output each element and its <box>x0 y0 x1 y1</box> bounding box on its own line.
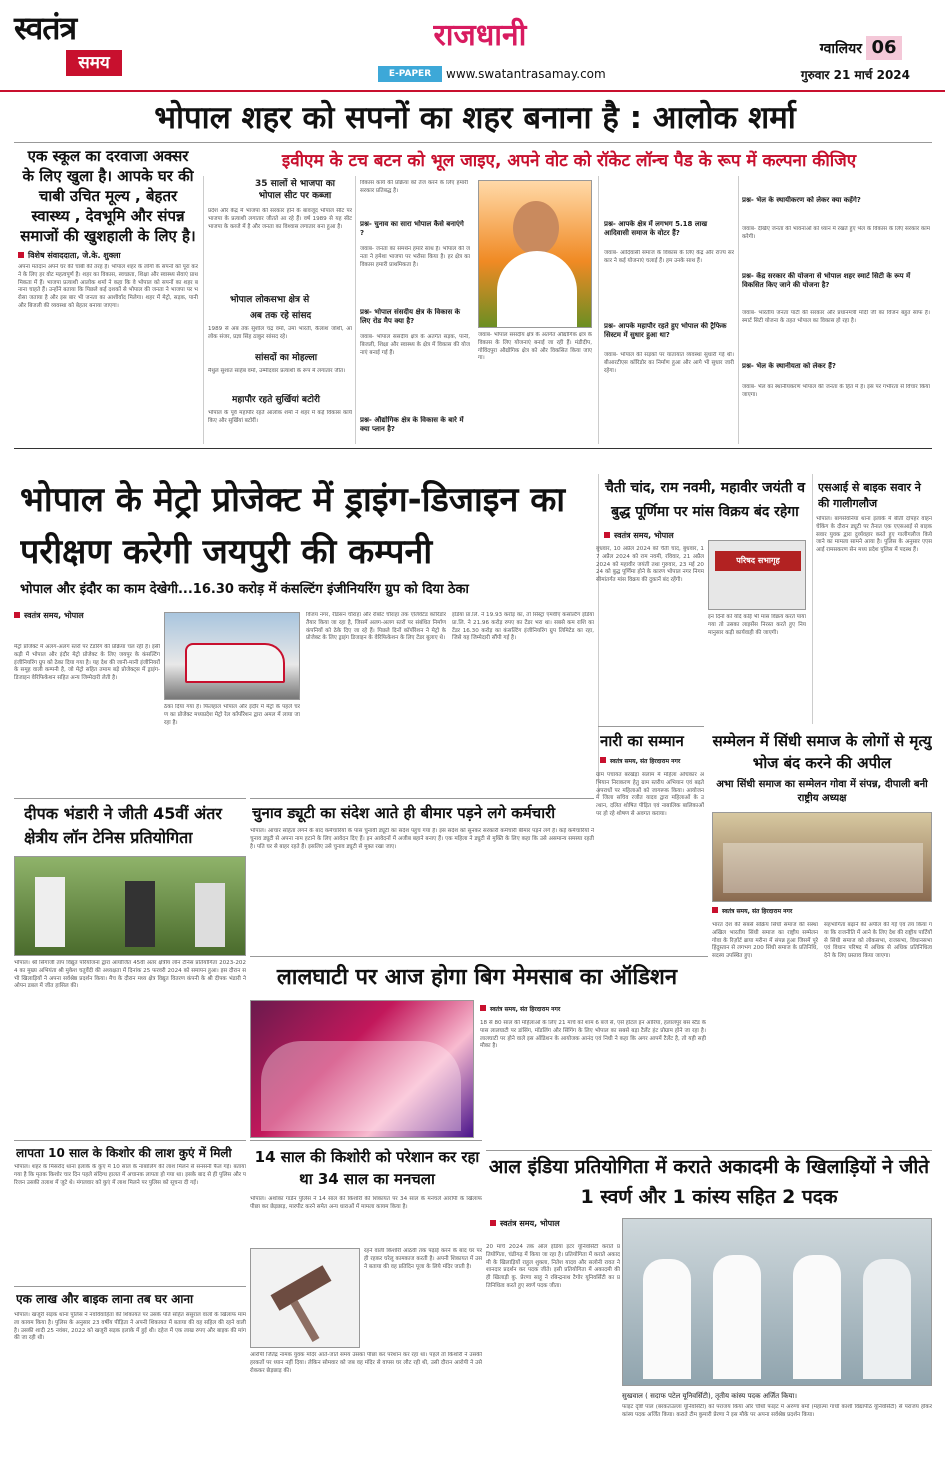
si-body: भोपाल। बागसेवनिया थाना इलाके में बीती दोपहर वाहन चेकिंग के दौरान ड्यूटी पर तैनात एक एएसआई से बाइक सवार युवक द्वारा दुर्व्यवहार करते हुए गालीगलौज किये जाने का मामला सामने आया है। पुलिस के अनुसार एएसआई रामसकरण सेन मध्य प्रदेश पुलिस में पदस्थ हैं। <box>816 516 932 554</box>
top-story-quote: एक स्कूल का दरवाजा अक्सर के लिए खुला है। आपके घर की चाबी उचित मूल्य , बेहतर स्वास्थ्य , देवभूमि और संपन्न समाजों की खुशहाली के लिए है। <box>20 147 196 245</box>
person3-shape <box>195 883 225 947</box>
karate-photo <box>622 1218 932 1386</box>
metro-body-col2: ठेका दिया गया है। फिलहाल भोपाल और इंदौर में मेट्रो के पहले चरण का प्रोजेक्ट मध्यप्रदेश मेट्रो रेल कॉर्पोरेशन द्वारा अमल में लाया जा रहा है। <box>164 704 300 726</box>
bike-headline[interactable]: एक लाख और बाइक लाना तब घर आना <box>16 1292 194 1306</box>
metro-body-col1: मेट्रो प्रोजेक्ट में अलग-अलग स्तरों पर टेंडरिंग की प्रक्रिया चल रही है। इसी कड़ी में भोपाल और इंदौर मेट्रो प्रोजेक्ट के लिए जयपुर के कंसल्टिंग इंजीनियरिंग ग्रुप को ठेका दिया गया है। यह देश की जानी-मानी इंजीनियरों के समूह वाली कम्पनी है, जो मेट्रो सहित तमाम बड़े प्रोजेक्ट्स में ड्राइंग-डिजाइन वेरिफिकेशन सहित अन्य जिम्मेदारी लेती है। <box>14 644 160 682</box>
election-duty-headline[interactable]: चुनाव ड्यूटी का संदेश आते ही बीमार पड़ने लगे कर्मचारी <box>252 804 556 822</box>
candidate-photo <box>478 180 592 328</box>
meat-ban-photo <box>708 540 806 610</box>
athlete3-shape <box>793 1255 841 1379</box>
masthead <box>0 0 945 92</box>
bike-body: भोपाल। खजूरी सड़क थाना पुलिस ने नवविवाहिता की शिकायत पर उसके पति सहित ससुराल वालों के खिलाफ मामला कायम किया है। पुलिस के अनुसार 23 वर्षीय पीड़िता ने अपनी शिकायत में बताया की वह सहिल की रहने वाली है। उसकी शादी 25 नवंबर, 2022 को खजूरी सड़क इलाके में हुई थी। दहेज में एक लाख रुपए और बाइक की मांग की जा रही थी। <box>14 1312 246 1342</box>
epaper-badge[interactable]: E-PAPER <box>378 66 442 82</box>
nari-body: ग्राम पंचायत बरखेड़ा सलाम में महिला अधिकार अभियान निराकरण हेतु ग्राम स्तरीय अभियान एवं बढ़ते अपराधों पर महिलाओं को जागरूक किया। आयोजन में जिला सचिव रजौत यादव द्वारा महिलाओं के उत्थान, दलित शोषित पीड़ित एवं नाबालिक बालिकाओं पर हो रहे शोषण से अवगत कराया। <box>596 772 704 817</box>
a1: जवाब- जनता का समर्थन हमारे साथ है। भोपाल की जनता ने हमेशा भाजपा पर भरोसा किया है। हर क्षेत्र का विकास हमारी प्राथमिकता है। <box>360 246 470 268</box>
col2-sub3: सांसदों का मोहल्ला <box>255 353 318 363</box>
metro-body-col3: विजय नगर, रेडिसन चौराहा और रोबोट चौराहा तक एलिवेटेड कॉरिडोर तैयार किया जा रहा है, जिसमें अलग-अलग स्तरों पर संबंधित निर्माण कंपनियों को ठेके दिए जा रहे हैं। पिछले दिनों कॉर्पोरेशन ने मेट्रो के प्रोजेक्ट के लिए ड्राइंग डिजाइन के वेरिफिकेशन के लिए टेंडर बुलाए थे। <box>306 612 446 642</box>
q1: प्रश्न- चुनाव का सारा भोपाल कैसे बनाएंगे ? <box>360 220 464 237</box>
q2: प्रश्न- भोपाल संसदीय क्षेत्र के विकास के लिए रोड मैप क्या है? <box>360 308 461 325</box>
a7: जवाब- भारतीय जनता पार्टी की सरकार और प्रधानमंत्री मोदी जी का विजन बहुत साफ है। स्मार्ट सिटी योजना के तहत भोपाल का विकास हो रहा है। <box>742 310 930 324</box>
karate-body1: 20 मार्च 2024 तक ऑल इंडिया इंटर यूनिवर्सिटी कराते प्रतियोगिता, चंडीगढ़ में किया जा रहा है। प्रतियोगिता में कराते अकादमी के खिलाड़ियों राहुल शुक्ला, नितेश यादव और सलोनी रावत ने शानदार प्रदर्शन कर पदक जीते। इसी प्रतियोगिता में अकादमी की ही खिलाड़ी कु. प्रेरणा साहू ने रबिन्द्रनाथ टैगोर यूनिवर्सिटी का प्रतिनिधित्व करते हुए स्वर्ण पदक जीता। <box>486 1244 620 1289</box>
metro-photo <box>164 612 300 700</box>
athlete1-shape <box>643 1259 691 1379</box>
top-story-headline[interactable]: भोपाल शहर को सपनों का शहर बनाना है : आलोक शर्मा <box>154 100 796 136</box>
q3: प्रश्न- औद्योगिक क्षेत्र के विकास के बारे में क्या प्लान है? <box>360 416 464 433</box>
nari-byline: स्वतंत्र समय, संत हिरदाराम नगर <box>600 756 706 768</box>
person1-shape <box>35 877 65 947</box>
gavel-photo <box>250 1248 360 1348</box>
sindhi-headline[interactable]: सम्मेलन में सिंधी समाज के लोगों से मृत्यु भोज बंद करने की अपील <box>712 732 932 772</box>
gavel-head-shape <box>271 1265 332 1311</box>
sindhi-body2: सहभागिता बढ़ाने की अपील की गई एवं तय किया गया कि राजनीति में आने के लिए देश की राष्ट्रीय पार्टियों से सिंधी समाज को लोकसभा, राजसभा, विधानसभा एवं विधान परिषद में अधिक से अधिक प्रतिनिधित्व देने के लिए प्रस्ताव किया जाएगा। <box>824 922 932 960</box>
nari-headline[interactable]: नारी का सम्मान <box>600 732 684 750</box>
photo-sign: परिषद सभागृह <box>715 551 801 571</box>
harass-headline[interactable]: 14 साल की किशोरी को परेशान कर रहा था 34 साल का मनचला <box>254 1148 480 1188</box>
lalghati-photo <box>250 1000 474 1138</box>
a5: जवाब- भोपाल की सड़कों पर यातायात व्यवस्था सुधारी गई थी। बीआरटीएस कॉरिडोर का निर्माण हुआ और आगे भी सुधार जारी रहेगा। <box>604 352 734 374</box>
kurta-shape <box>497 251 577 328</box>
lalghati-body: 18 से 80 साल की महिलाओं के लिए 21 मार्च को शाम 6 बजे से, एसे होटल इन आरिया, हलालपुर बस स्टैंड के पास लालघाटी पर डांसिंग, मॉडलिंग और सिंगिंग के लिए भोपाल का सबसे बड़ा टैलेंट हंट प्रोग्राम होने जा रहा है। लालघाटी पर होने वाले इस ऑडिशन के आयोजक आनंद एवं निधी ने कहा कि अगर आपमें टैलेंट है, तो यही सही मौका है। <box>480 1020 706 1050</box>
sindhi-byline: स्वतंत्र समय, संत हिरदाराम नगर <box>712 906 932 918</box>
top-story-banner-text: इवीएम के टच बटन को भूल जाइए, अपने वोट को रॉकेट लॉन्च पैड के रूप में कल्पना कीजिए <box>281 151 857 171</box>
missing-boy-body: भोपाल। शहर के मिसरोद थाना इलाके के कुएं में 10 साल के नाबालिग की लाश मिलने से सनसनी फैल गई। बताया गया है कि मृतक किशोर चार दिन पहले संदिग्ध हालत में अचानक लापता हो गया था। इसके बाद से ही पुलिस और परिजन उसकी तलाश में जुटे थे। मंगलवार को कुएं में लाश मिलने पर पुलिस को सूचना दी गई। <box>14 1164 246 1186</box>
election-duty-body: भोपाल। आचार संहिता लगने के बाद कर्मचारियों के पास चुनावी ड्यूटी का संदेश पहुंच गया है। इस संदेश को सुनकर सरकारी कर्मचारी बीमार पड़ने लगे हैं। कई कर्मचारियों ने चुनाव ड्यूटी से अपना नाम हटाने के लिए आवेदन दिए हैं। इन आवेदनों में अजीब बहाने बनाए हैं। एक महिला ने ड्यूटी से मुक्ति के लिए कहा कि उसे असमान्य समस्या रहती है। पति घर से बाहर रहते हैं। इसलिए उसे चुनाव ड्यूटी से मुक्त रखा जाए। <box>250 828 594 850</box>
q8: प्रश्न- भेल के स्थानीयता को लेकर हैं? <box>742 362 836 370</box>
col2-sub1: भोपाल लोकसभा क्षेत्र से <box>230 295 310 305</box>
a8: जवाब- भेल का स्थानीयकरण भोपाल की जनता के हित में है। इस पर गंभीरता से विचार किया जाएगा। <box>742 384 930 398</box>
missing-boy-headline[interactable]: लापता 10 साल के किशोर की लाश कुएं में मिली <box>16 1146 232 1160</box>
lalghati-headline[interactable]: लालघाटी पर आज होगा बिग मेमसाब का ऑडिशन <box>276 965 678 990</box>
meat-ban-byline: स्वतंत्र समय, भोपाल <box>604 530 724 542</box>
karate-headline[interactable]: आल इंडिया प्रतियोगिता में कराते अकादमी के खिलाड़ियों ने जीते 1 स्वर्ण और 1 कांस्य सहित 2 पदक <box>488 1156 930 1208</box>
tennis-headline[interactable]: दीपक भंडारी ने जीती 45वीं अंतर क्षेत्रीय लॉन टेनिस प्रतियोगिता <box>24 804 222 847</box>
col2-sub4: महापौर रहते सुर्खियां बटोरी <box>232 395 320 405</box>
col2-body1: प्रदेश और केंद्र में भाजपा की सरकार होने के बावजूद भोपाल सीट पर भाजपा के प्रत्याशी लगातार जीतते आ रहे हैं। वर्ष 1989 से यह सीट भाजपा के कब्जे में है और जनता का विश्वास लगातार बना हुआ है। <box>208 208 352 230</box>
a4: जवाब- आदिवासी समाज के विकास के लिए केंद्र और राज्य सरकार ने कई योजनाएं चलाई हैं। हम उनके साथ हैं। <box>604 250 734 264</box>
section-title: राजधानी <box>433 18 527 53</box>
q6: प्रश्न- भेल के स्थायीकरण को लेकर क्या कहेंगे? <box>742 196 861 204</box>
q7: प्रश्न- केंद्र सरकार की योजना से भोपाल शहर स्मार्ट सिटी के रूप में विकसित किए जाने की योजना है? <box>742 272 911 289</box>
col2-title: 35 सालों से भाजपा का भोपाल सीट पर कब्जा <box>254 179 335 201</box>
a3: जवाब- भोपाल संसदीय क्षेत्र के अंतर्गत औद्योगिक क्षेत्र के विकास के लिए योजनाएं बनाई जा रही हैं। मंडीदीप, गोविंदपुरा औद्योगिक क्षेत्र को और विकसित किया जाएगा। <box>478 332 592 362</box>
a6: जवाब- देखिए जनता की भावनाओं को ध्यान में रखते हुए भेल के विकास के लिए सरकार काम करेगी। <box>742 226 930 240</box>
si-headline[interactable]: एसआई से बाइक सवार ने की गालीगलौज <box>818 481 921 510</box>
top-story-byline: विशेष संवाददाता, जे.के. शुक्ला <box>18 250 198 262</box>
sindhi-body1: भारत देश की सबसे सक्रिय सिंधी समाज की संस्था अखिल भारतीय सिंधी समाज का राष्ट्रीय सम्मेलन गोवा के रिज़ॉर्ट ब्राया मरीना में संपन्न हुआ जिसमें पूरे हिंदुस्तान से लगभग 200 सिंधी समाज के प्रतिनिधि, सदस्य उपस्थित हुए। <box>712 922 818 960</box>
athlete4-shape <box>863 1259 911 1379</box>
harass-body1: भोपाल। अशोका गार्डन पुलिस ने 14 साल की किशोरी की शिकायत पर 34 साल के मनचले आरोपी के खिलाफ पीछा कर छेड़छाड़, मारपीट करने समेत अन्य धाराओं में मामला कायम किया है। <box>250 1196 482 1210</box>
q5: प्रश्न- आपके महापौर रहते हुए भोपाल की ट्रैफिक सिस्टम में सुधार हुआ था? <box>604 322 727 339</box>
top-story-body-col1: अपना मतदान अपने घर की चाबी की तरह है। भोपाल शहर के लोगों के सपनों को पूरा करने के लिए हर वोट महत्वपूर्ण है। शहर का विकास, स्वच्छता, शिक्षा और स्वास्थ्य सेवाएं प्राथमिकता में हैं। भाजपा प्रत्याशी आलोक शर्मा ने कहा कि वे भोपाल को सपनों का शहर बनाना चाहते हैं। उन्होंने बताया कि पिछले कई दशकों से भोपाल की जनता ने भाजपा पर भरोसा जताया है और इस बार भी जनता का आशीर्वाद मिलेगा। शहर में मेट्रो, सड़क, पानी और बिजली की व्यवस्था को बेहतर बनाया जाएगा। <box>18 264 198 309</box>
meat-ban-headline[interactable]: चैती चांद, राम नवमी, महावीर जयंती व बुद्ध पूर्णिमा पर मांस विक्रय बंद रहेगा <box>604 480 806 520</box>
meat-ban-body: बुधवार, 10 अप्रैल 2024 को चैती चांद, बुधवार, 17 अप्रैल 2024 को राम नवमी, रविवार, 21 अप्रैल 2024 को महावीर जयंती तथा गुरुवार, 23 मई 2024 को बुद्ध पूर्णिमा होने के कारण भोपाल नगर निगम सीमांतर्गत मांस विक्रय की दुकानें बंद रहेंगी। <box>596 546 704 584</box>
sindhi-photo <box>712 812 932 902</box>
athlete2-shape <box>713 1255 761 1379</box>
sindhi-subhead: अभा सिंधी समाज का सम्मेलन गोवा में संपन्न, दीपाली बनी राष्ट्रीय अध्यक्ष <box>716 779 928 804</box>
harass-body2: रहने वाली किशोरी आठवीं तक पढ़ाई करने के बाद घर पर ही रहकर घरेलू कामकाज करती है। अपनी शिकायत में उसने बताया की वह प्रतिदिन पूजा के लिये मंदिर जाती है। <box>364 1248 482 1270</box>
metro-byline: स्वतंत्र समय, भोपाल <box>14 610 154 622</box>
group-shape <box>261 1041 461 1131</box>
q4: प्रश्न- आपके क्षेत्र में लगभग 5.18 लाख आदिवासी समाज के वोटर हैं? <box>604 220 708 237</box>
face-shape <box>513 201 559 255</box>
logo-top: स्वतंत्र <box>14 9 77 47</box>
col2-body4: भोपाल के पूर्व महापौर रहते आलोक शर्मा ने शहर में कई विकास कार्य किए और सुर्खियां बटोरीं। <box>208 410 352 424</box>
col2-body3: मैथुल सुशांत साहेब वर्मा, उम्मीदवार प्रत्याशी के रूप में लगातार जीत। <box>208 368 346 374</box>
edition-city: ग्वालियर <box>819 41 862 57</box>
metro-body-col4: इंडिया प्रा.लि. ने 19.93 करोड़ का, तो सिस्ट्रा एमवीए कंसल्टिंग इंडिया प्रा.लि. ने 21.96 करोड़ रुपए का टेंडर भरा था। सबसे कम राशि का टेंडर 16.30 करोड़ का कंसल्टिंग इंजीनियरिंग ग्रुप लिमिटेड का रहा, जिसे यह जिम्मेदारी सौंपी गई है। <box>452 612 594 642</box>
tennis-body: भोपाल। श्री सिंगाजी ताप विद्युत परियोजना द्वारा आयोजित 45वीं अंतर क्षेत्रीय लॉन टेनिस प्रतियोगिता 2023-2024 का मुख्य अभियंता श्री मुकेश चतुर्वेदी की अध्यक्षता में दिनांक 25 फरवरी 2024 को समापन हुआ। इस दौरान सभी खिलाड़ियों ने अपना सर्वश्रेष्ठ प्रदर्शन किया। मैच के दौरान मध्य क्षेत्र विद्युत वितरण कंपनी के श्री दीपक भंडारी ने ओपन डबल में जीत हासिल की। <box>14 960 246 990</box>
lalghati-byline: स्वतंत्र समय, संत हिरदाराम नगर <box>480 1004 706 1016</box>
logo-bottom: समय <box>66 50 122 76</box>
karate-byline: स्वतंत्र समय, भोपाल <box>490 1218 630 1230</box>
harass-body3: आरोपी जितेंद्र नामक युवक मंदिर आते-जाते समय उसका पीछा कर परेशान कर रहा था। पहले तो किशोरी ने उसकी हरकतों पर ध्यान नहीं दिया। लेकिन सोमवार को जब वह मंदिर से वापस घर लौट रही थी, उसी दौरान आरोपी ने उसे रोककर छेड़छाड़ की। <box>250 1352 482 1374</box>
stage-shape <box>723 843 923 893</box>
person2-shape <box>125 881 155 947</box>
metro-train-shape <box>185 643 285 683</box>
metro-subhead: भोपाल और इंदौर का काम देखेगी...16.30 करोड़ में कंसल्टिंग इंजीनियरिंग ग्रुप को दिया ठेका <box>20 582 469 597</box>
top-story-banner <box>208 146 930 176</box>
col2-body2: 1989 से अब तक सुशील चंद्र वर्मा, उमा भारती, कैलाश जोशी, आलोक संजर, प्रज्ञा सिंह ठाकुर सांसद रहे। <box>208 326 352 340</box>
gavel-handle-shape <box>291 1300 320 1342</box>
karate-body2: फाइट दृष्टि पाल (बरकतउल्ला यूनिवर्सिटी) को पराजय किया और चौथी फाइट में अरुणा बर्मा (महात्मा गांधी काशी विद्यापीठ यूनिवर्सिटी) से पराजय होकर कांस्य पदक अर्जित किया। कराते टीम कुमारी प्रेरणा ने इस मौके पर अपना सर्वश्रेष्ठ प्रदर्शन किया। <box>622 1404 932 1418</box>
issue-date: गुरुवार 21 मार्च 2024 <box>800 68 910 82</box>
page-number: 06 <box>866 36 902 60</box>
site-url[interactable]: www.swatantrasamay.com <box>446 67 606 81</box>
tennis-photo <box>14 856 246 956</box>
a2: जवाब- भोपाल संसदीय क्षेत्र के अंतर्गत सड़क, पानी, बिजली, शिक्षा और स्वास्थ्य के क्षेत्र में विकास की योजनाएं बनाई गई हैं। <box>360 334 470 356</box>
qa-intro: विकास कार्य की प्रक्रिया को तेज करने के लिए हमारी सरकार प्रतिबद्ध है। <box>360 180 468 194</box>
meat-ban-body2: इन दिनों को यदि कोई भी मांस विक्रय करते पाया गया तो उसका लाइसेंस निरस्त करते हुए नियमानुसार कड़ी कार्यवाही की जाएगी। <box>708 614 806 636</box>
metro-headline[interactable]: भोपाल के मेट्रो प्रोजेक्ट में ड्राइंग-डिजाइन का परीक्षण करेगी जयपुरी की कम्पनी <box>20 480 566 572</box>
karate-caption: सुखवाल ( सदाफ पटेल यूनिवर्सिटी), तृतीय कांस्य पदक अर्जित किया। <box>622 1392 798 1400</box>
col2-sub2: अब तक रहे सांसद <box>250 311 312 321</box>
